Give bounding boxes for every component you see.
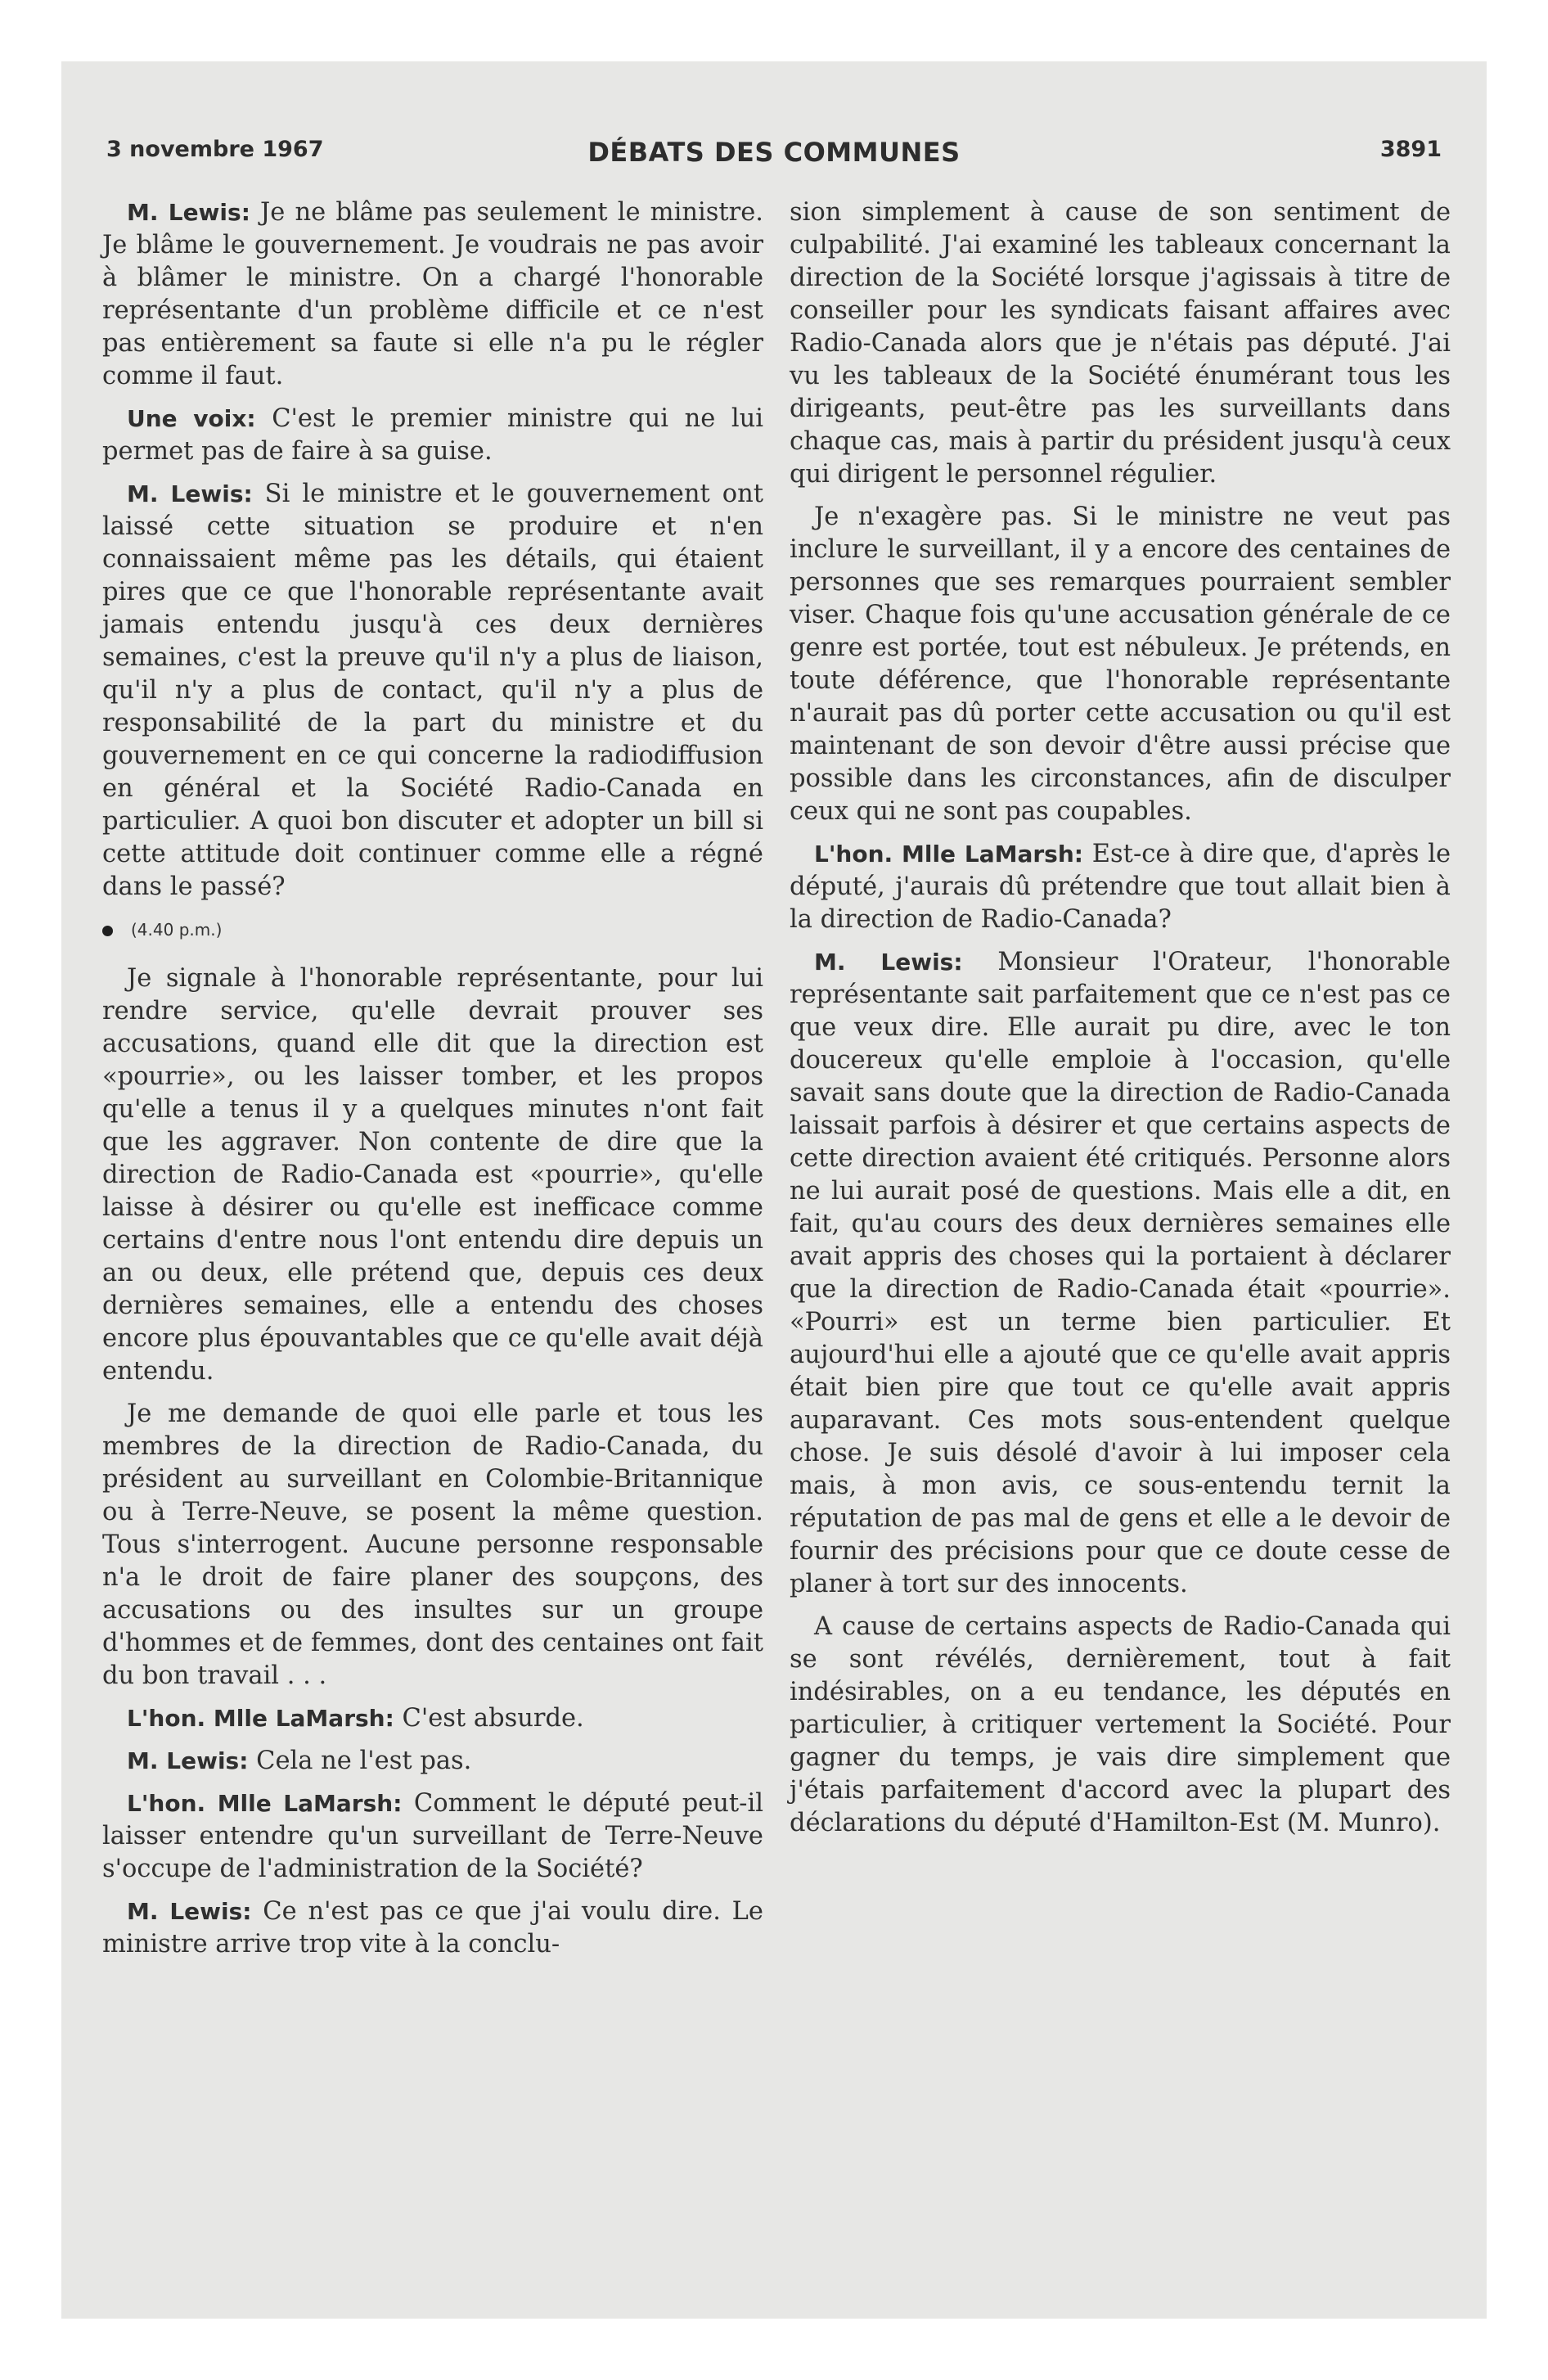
speaker-name: M. Lewis: bbox=[127, 1898, 252, 1925]
time-marker bbox=[102, 913, 763, 946]
paragraph bbox=[790, 1611, 1451, 1840]
paragraph-text: C'est le premier ministre qui ne lui permet pas de faire à sa guise. bbox=[102, 404, 763, 466]
document-page bbox=[61, 61, 1487, 2319]
paragraph bbox=[102, 1745, 763, 1778]
paragraph-text: Cela ne l'est pas. bbox=[248, 1747, 472, 1775]
speaker-name: L'hon. Mlle LaMarsh: bbox=[127, 1790, 403, 1817]
speaker-name: L'hon. Mlle LaMarsh: bbox=[814, 841, 1083, 868]
right-column bbox=[790, 196, 1451, 1850]
page-number: 3891 bbox=[1379, 137, 1442, 162]
page-header bbox=[106, 137, 1442, 178]
paragraph bbox=[102, 1895, 763, 1961]
paragraph bbox=[790, 946, 1451, 1601]
paragraph bbox=[102, 1787, 763, 1886]
speaker-name: M. Lewis: bbox=[814, 949, 963, 976]
bullet-icon bbox=[102, 926, 113, 936]
paragraph-text: Comment le député peut-il laisser entendre qu'un surveillant de Terre-Neuve s'occupe de l'administration de la Société? bbox=[102, 1789, 763, 1883]
paragraph bbox=[790, 838, 1451, 936]
paragraph-text: C'est absurde. bbox=[394, 1704, 584, 1733]
paragraph-text: Est-ce à dire que, d'après le député, j'aurais dû prétendre que tout allait bien à la direction de Radio-Canada? bbox=[790, 840, 1451, 934]
header-date: 3 novembre 1967 bbox=[106, 137, 324, 162]
paragraph bbox=[102, 1702, 763, 1735]
paragraph-text: Je ne blâme pas seulement le ministre. Je blâme le gouvernement. Je voudrais ne pas avoir à blâmer le ministre. On a chargé l'honorable représentante d'un problème difficile et ce n'est pas entièrement sa faute si elle n'a pu le régler comme il faut. bbox=[102, 198, 763, 390]
paragraph-text: Je signale à l'honorable représentante, pour lui rendre service, qu'elle devrait prouver ses accusations, quand elle dit que la direction est «pourrie», ou les laisser tomber, et les propos qu'elle a tenus il y a quelques minutes n'ont fait que les aggraver. Non contente de dire que la direction de Radio-Canada est «pourrie», qu'elle laisse à désirer ou qu'elle est inefficace comme certains d'entre nous l'ont entendu dire depuis un an ou deux, elle prétend que, depuis ces deux dernières semaines, elle a entendu des choses encore plus épouvantables que ce qu'elle avait déjà entendu. bbox=[102, 964, 763, 1386]
paragraph-text: sion simplement à cause de son sentiment de culpabilité. J'ai examiné les tableaux concernant la direction de la Société lorsque j'agissais à titre de conseiller pour les syndicats faisant affaires avec Radio-Canada alors que je n'étais pas député. J'ai vu les tableaux de la Société énumérant tous les dirigeants, peut-être pas les surveillants dans chaque cas, mais à partir du président jusqu'à ceux qui dirigent le personnel régulier. bbox=[790, 198, 1451, 489]
speaker-name: M. Lewis: bbox=[127, 480, 253, 507]
paragraph bbox=[102, 403, 763, 468]
header-title: DÉBATS DES COMMUNES bbox=[587, 137, 961, 168]
paragraph-text: Je n'exagère pas. Si le ministre ne veut pas inclure le surveillant, il y a encore des centaines de personnes que ses remarques pourraient sembler viser. Chaque fois qu'une accusation générale de ce genre est portée, tout est nébuleux. Je prétends, en toute déférence, que l'honorable représentante n'aurait pas dû porter cette accusation ou qu'il est maintenant de son devoir d'être aussi précise que possible dans les circonstances, afin de disculper ceux qui ne sont pas coupables. bbox=[790, 503, 1451, 826]
time-marker-text: (4.40 p.m.) bbox=[131, 920, 223, 940]
paragraph bbox=[790, 501, 1451, 828]
paragraph bbox=[102, 1398, 763, 1693]
paragraph-text: Monsieur l'Orateur, l'honorable représentante sait parfaitement que ce n'est pas ce que veux dire. Elle aurait pu dire, avec le ton doucereux qu'elle emploie à l'occasion, qu'elle savait sans doute que la direction de Radio-Canada laissait parfois à désirer et que certains aspects de cette direction avaient été critiqués. Personne alors ne lui aurait posé de questions. Mais elle a dit, en fait, qu'au cours des deux dernières semaines elle avait appris des choses qui la portaient à déclarer que la direction de Radio-Canada était «pourrie». «Pourri» est un terme bien particulier. Et aujourd'hui elle a ajouté que ce qu'elle avait appris était bien pire que tout ce qu'elle avait appris auparavant. Ces mots sous-entendent quelque chose. Je suis désolé d'avoir à lui imposer cela mais, à mon avis, ce sous-entendu ternit la réputation de pas mal de gens et elle a le devoir de fournir des précisions pour que ce doute cesse de planer à tort sur des innocents. bbox=[790, 948, 1451, 1598]
paragraph-text: Ce n'est pas ce que j'ai voulu dire. Le ministre arrive trop vite à la conclu- bbox=[102, 1897, 763, 1959]
paragraph-text: Je me demande de quoi elle parle et tous les membres de la direction de Radio-Canada, du président au surveillant en Colombie-Britannique ou à Terre-Neuve, se posent la même question. Tous s'interrogent. Aucune personne responsable n'a le droit de faire planer des soupçons, des accusations ou des insultes sur un groupe d'hommes et de femmes, dont des centaines ont fait du bon travail . . . bbox=[102, 1400, 763, 1690]
speaker-name: M. Lewis: bbox=[127, 1747, 249, 1774]
paragraph-text: Si le ministre et le gouvernement ont laissé cette situation se produire et n'en connaissaient même pas les détails, qui étaient pires que ce que l'honorable représentante avait jamais entendu jusqu'à ces deux dernières semaines, c'est la preuve qu'il n'y a plus de liaison, qu'il n'y a plus de contact, qu'il n'y a plus de responsabilité de la part du ministre et du gouvernement en ce qui concerne la radiodiffusion en général et la Société Radio-Canada en particulier. A quoi bon discuter et adopter un bill si cette attitude doit continuer comme elle a régné dans le passé? bbox=[102, 480, 763, 901]
paragraph bbox=[102, 196, 763, 393]
speaker-name: L'hon. Mlle LaMarsh: bbox=[127, 1705, 394, 1732]
speaker-name: M. Lewis: bbox=[127, 199, 250, 226]
speaker-name: Une voix: bbox=[127, 405, 256, 432]
left-column bbox=[102, 196, 763, 1971]
paragraph bbox=[102, 478, 763, 904]
paragraph-text: A cause de certains aspects de Radio-Canada qui se sont révélés, dernièrement, tout à fait indésirables, on a eu tendance, les députés en particulier, à critiquer vertement la Société. Pour gagner du temps, je vais dire simplement que j'étais parfaitement d'accord avec la plupart des déclarations du député d'Hamilton-Est (M. Munro). bbox=[790, 1612, 1451, 1837]
paragraph bbox=[790, 196, 1451, 491]
paragraph bbox=[102, 962, 763, 1388]
